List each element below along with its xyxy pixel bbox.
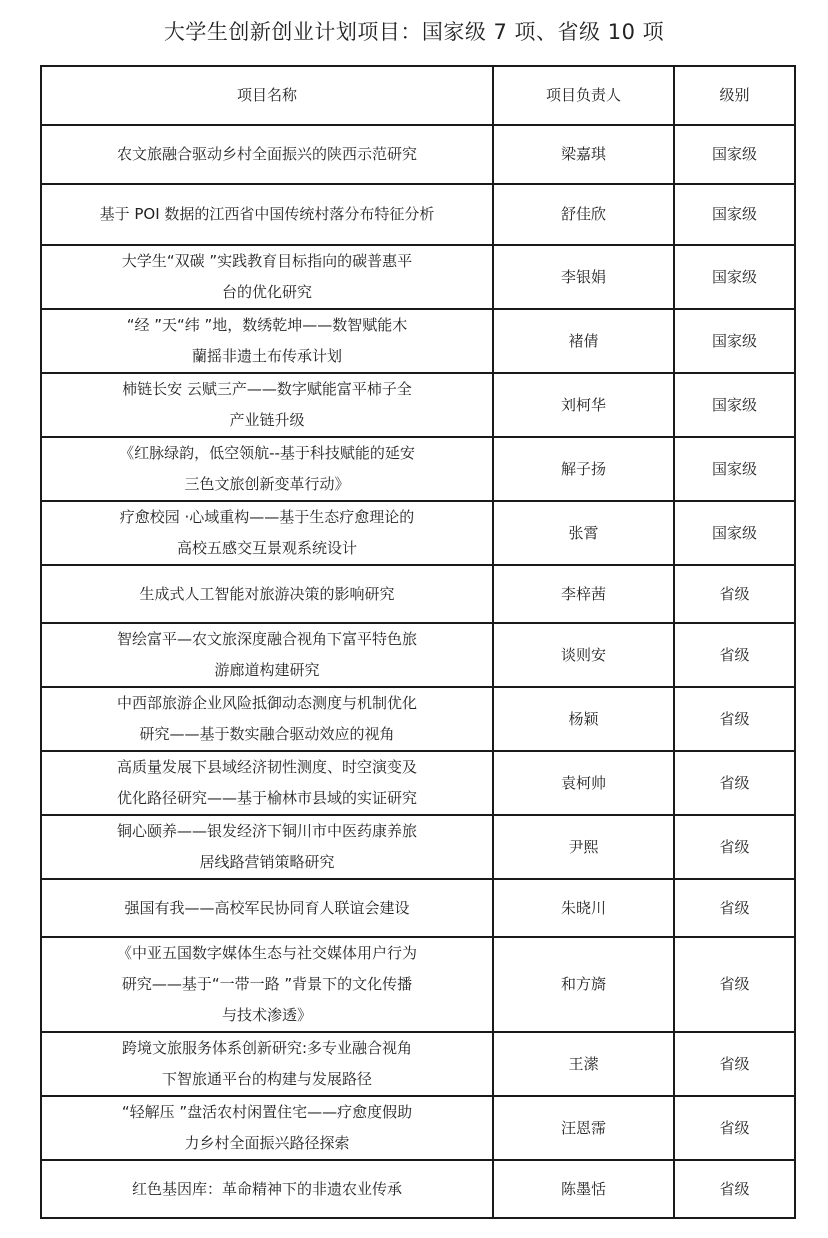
project-leader-cell: 谈则安	[493, 623, 674, 687]
project-level-cell: 国家级	[674, 245, 795, 309]
table-row	[41, 125, 795, 184]
project-table	[40, 65, 796, 1219]
header-level: 级别	[674, 66, 795, 125]
project-level-cell: 省级	[674, 751, 795, 815]
table-header-row	[41, 66, 795, 125]
table-row	[41, 501, 795, 565]
project-level-cell: 省级	[674, 565, 795, 623]
project-name-cell: 《红脉绿韵，低空领航--基于科技赋能的延安 三色文旅创新变革行动》	[41, 437, 493, 501]
project-level-cell: 国家级	[674, 125, 795, 184]
project-leader-cell: 李梓茜	[493, 565, 674, 623]
table-row	[41, 1096, 795, 1160]
project-leader-cell: 和方旖	[493, 937, 674, 1032]
table-row	[41, 1160, 795, 1218]
project-name-cell: 智绘富平—农文旅深度融合视角下富平特色旅 游廊道构建研究	[41, 623, 493, 687]
table-row	[41, 437, 795, 501]
project-level-cell: 国家级	[674, 501, 795, 565]
header-project-leader: 项目负责人	[493, 66, 674, 125]
table-row	[41, 879, 795, 937]
project-leader-cell: 朱晓川	[493, 879, 674, 937]
table-row	[41, 245, 795, 309]
table-row	[41, 1032, 795, 1096]
project-name-cell: 《中亚五国数字媒体生态与社交媒体用户行为 研究——基于“一带一路 ”背景下的文化传播 与技术渗透》	[41, 937, 493, 1032]
project-name-cell: 跨境文旅服务体系创新研究:多专业融合视角 下智旅通平台的构建与发展路径	[41, 1032, 493, 1096]
project-level-cell: 国家级	[674, 184, 795, 245]
table-row	[41, 815, 795, 879]
project-leader-cell: 汪恩霈	[493, 1096, 674, 1160]
project-name-cell: 铜心颐养——银发经济下铜川市中医药康养旅 居线路营销策略研究	[41, 815, 493, 879]
project-name-cell: 强国有我——高校军民协同育人联谊会建设	[41, 879, 493, 937]
project-name-cell: “轻解压 ”盘活农村闲置住宅——疗愈度假助 力乡村全面振兴路径探索	[41, 1096, 493, 1160]
table-row	[41, 687, 795, 751]
table-row	[41, 565, 795, 623]
project-leader-cell: 张霄	[493, 501, 674, 565]
header-project-name: 项目名称	[41, 66, 493, 125]
project-name-cell: 农文旅融合驱动乡村全面振兴的陕西示范研究	[41, 125, 493, 184]
project-level-cell: 国家级	[674, 373, 795, 437]
page-title: 大学生创新创业计划项目：国家级 7 项、省级 10 项	[163, 20, 665, 44]
project-leader-cell: 杨颖	[493, 687, 674, 751]
project-leader-cell: 袁柯帅	[493, 751, 674, 815]
table-row	[41, 751, 795, 815]
project-leader-cell: 褚倩	[493, 309, 674, 373]
project-name-cell: 柿链长安 云赋三产——数字赋能富平柿子全 产业链升级	[41, 373, 493, 437]
project-level-cell: 省级	[674, 815, 795, 879]
project-name-cell: 疗愈校园 ·心域重构——基于生态疗愈理论的 高校五感交互景观系统设计	[41, 501, 493, 565]
project-level-cell: 省级	[674, 1160, 795, 1218]
project-level-cell: 省级	[674, 879, 795, 937]
project-leader-cell: 舒佳欣	[493, 184, 674, 245]
project-name-cell: 红色基因库：革命精神下的非遗农业传承	[41, 1160, 493, 1218]
project-leader-cell: 梁嘉琪	[493, 125, 674, 184]
table-row	[41, 309, 795, 373]
project-name-cell: 基于 POI 数据的江西省中国传统村落分布特征分析	[41, 184, 493, 245]
project-level-cell: 国家级	[674, 309, 795, 373]
project-leader-cell: 尹熙	[493, 815, 674, 879]
project-leader-cell: 刘柯华	[493, 373, 674, 437]
project-name-cell: 大学生“双碳 ”实践教育目标指向的碳普惠平 台的优化研究	[41, 245, 493, 309]
project-level-cell: 省级	[674, 1096, 795, 1160]
project-leader-cell: 王潆	[493, 1032, 674, 1096]
project-leader-cell: 李银娟	[493, 245, 674, 309]
project-level-cell: 省级	[674, 687, 795, 751]
project-level-cell: 国家级	[674, 437, 795, 501]
table-row	[41, 937, 795, 1032]
project-leader-cell: 解子扬	[493, 437, 674, 501]
project-leader-cell: 陈墨恬	[493, 1160, 674, 1218]
project-level-cell: 省级	[674, 623, 795, 687]
project-level-cell: 省级	[674, 937, 795, 1032]
project-name-cell: 生成式人工智能对旅游决策的影响研究	[41, 565, 493, 623]
project-level-cell: 省级	[674, 1032, 795, 1096]
table-row	[41, 623, 795, 687]
table-row	[41, 373, 795, 437]
project-name-cell: “经 ”天“纬 ”地，数绣乾坤——数智赋能木 蘭摇非遗土布传承计划	[41, 309, 493, 373]
table-row	[41, 184, 795, 245]
project-name-cell: 中西部旅游企业风险抵御动态测度与机制优化 研究——基于数实融合驱动效应的视角	[41, 687, 493, 751]
project-name-cell: 高质量发展下县域经济韧性测度、时空演变及 优化路径研究——基于榆林市县域的实证研究	[41, 751, 493, 815]
